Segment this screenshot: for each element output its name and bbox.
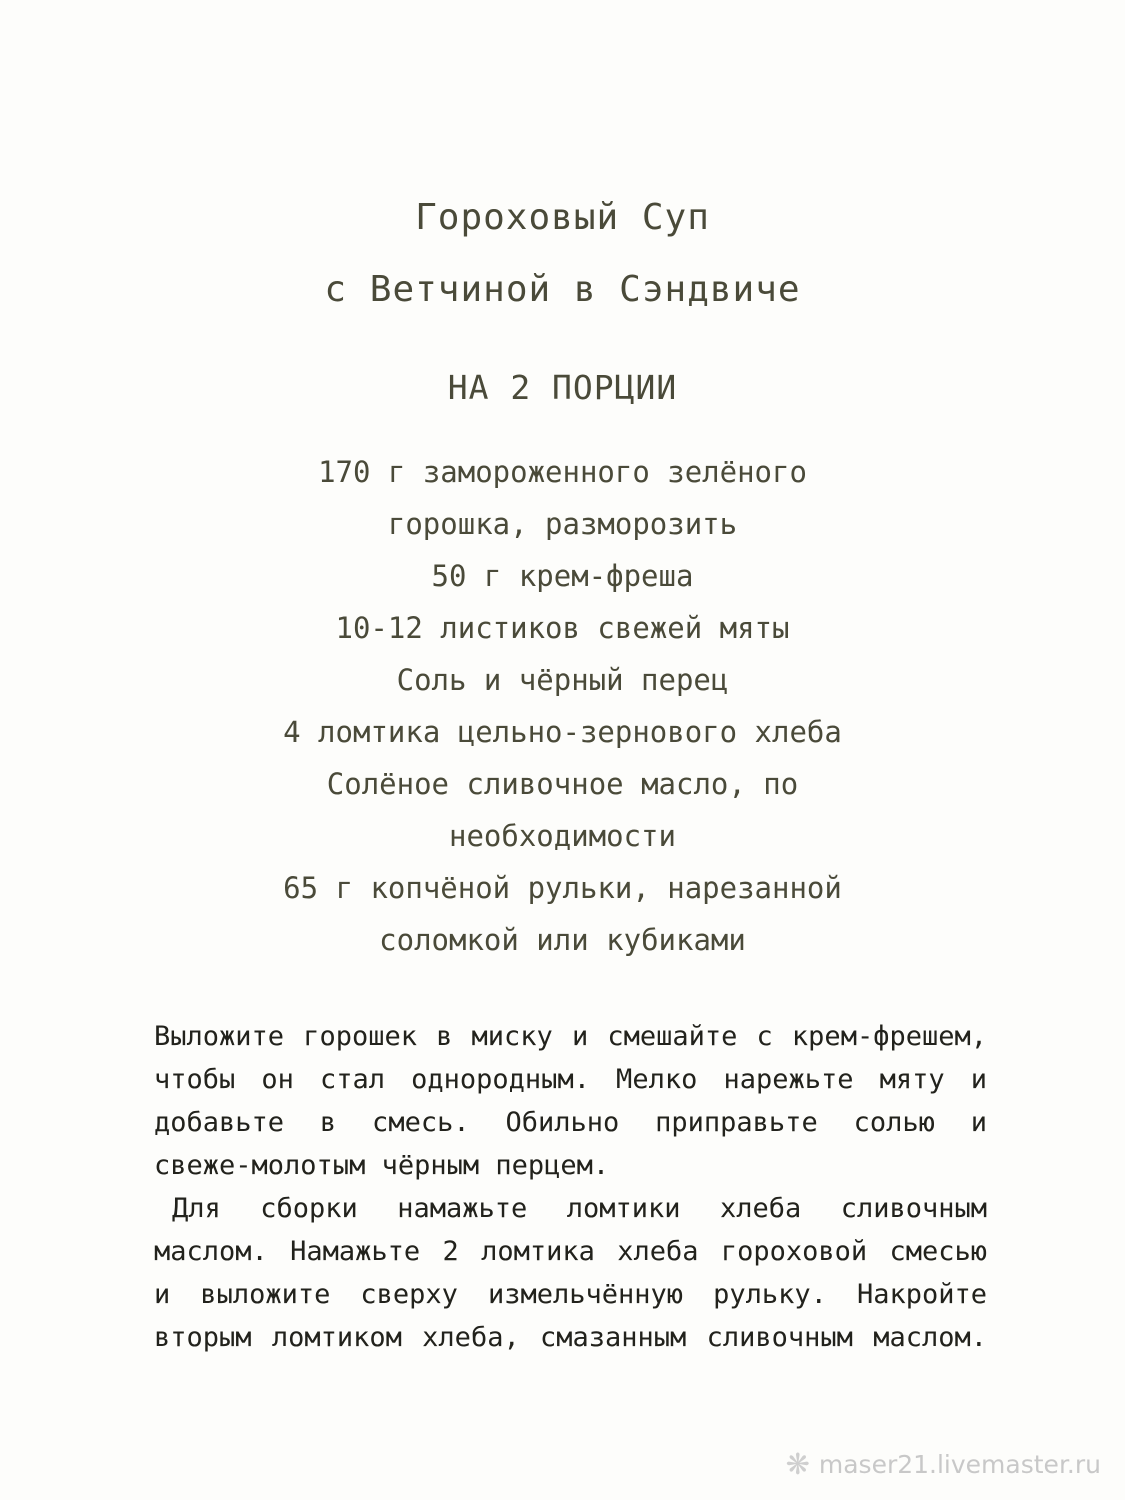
ingredient-line: 10-12 листиков свежей мяты <box>335 611 790 645</box>
instruction-line: добавьте в смесь. Обильно приправьте солью и <box>154 1107 987 1138</box>
instructions-text <box>154 1015 987 1359</box>
servings-heading: НА 2 ПОРЦИИ <box>447 368 678 407</box>
instruction-line: маслом. Намажьте 2 ломтика хлеба гороховой смесью <box>154 1236 987 1267</box>
ingredient-line: 4 ломтика цельно-зернового хлеба <box>283 715 842 749</box>
ingredient-line: 170 г замороженного зелёного <box>318 455 807 489</box>
ingredient-line: 65 г копчёной рульки, нарезанной <box>283 871 842 905</box>
instruction-line: вторым ломтиком хлеба, смазанным сливочным маслом. <box>154 1322 987 1353</box>
recipe-title-line-1: Гороховый Суп <box>415 197 710 238</box>
recipe-title <box>0 182 1125 326</box>
instruction-line: Для сборки намажьте ломтики хлеба сливочным <box>172 1193 987 1224</box>
instruction-line: и выложите сверху измельчённую рульку. Накройте <box>154 1279 987 1310</box>
recipe-title-line-2: с Ветчиной в Сэндвиче <box>324 269 801 310</box>
watermark-text: maser21.livemaster.ru <box>818 1450 1101 1479</box>
livemaster-logo-icon: ❋ <box>785 1447 810 1481</box>
ingredient-line: 50 г крем-фреша <box>431 559 694 593</box>
ingredients-list <box>0 446 1125 966</box>
instruction-line: свеже-молотым чёрным перцем. <box>154 1150 610 1181</box>
instruction-line: чтобы он стал однородным. Мелко нарежьте мяту и <box>154 1064 987 1095</box>
ingredient-line: Солёное сливочное масло, по <box>326 767 799 801</box>
ingredient-line: горошка, разморозить <box>387 507 738 541</box>
ingredient-line: Соль и чёрный перец <box>396 663 729 697</box>
ingredient-line: соломкой или кубиками <box>379 923 746 957</box>
instruction-line: Выложите горошек в миску и смешайте с крем-фрешем, <box>154 1021 987 1052</box>
watermark <box>785 1447 1101 1481</box>
ingredient-line: необходимости <box>449 819 676 853</box>
